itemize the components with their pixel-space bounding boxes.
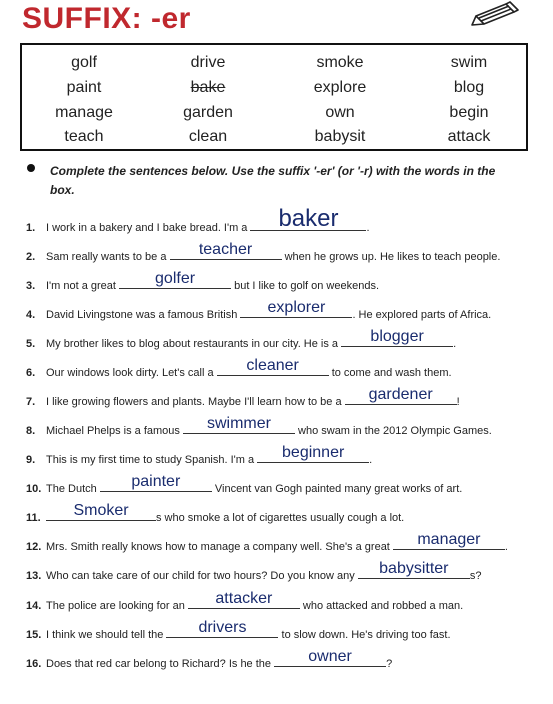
question-text-before: The Dutch bbox=[46, 483, 100, 495]
question-text-before: Does that red car belong to Richard? Is he the bbox=[46, 658, 275, 670]
word-manage: manage bbox=[55, 103, 113, 121]
question-number: 11. bbox=[26, 512, 41, 524]
question-number: 16. bbox=[26, 658, 42, 670]
word-babysit: babysit bbox=[314, 128, 366, 146]
word-own: own bbox=[325, 103, 355, 121]
question-12 bbox=[26, 531, 508, 553]
question-text-before: Who can take care of our child for two hours? Do you know any bbox=[46, 570, 358, 582]
question-text-before: Our windows look dirty. Let's call a bbox=[46, 367, 217, 379]
word-box bbox=[20, 43, 528, 151]
question-text-after: . bbox=[504, 541, 508, 553]
question-text-after: s who smoke a lot of cigarettes usually cough a lot. bbox=[156, 512, 405, 524]
word-bake-crossed-out: bake bbox=[190, 78, 226, 96]
question-text-after: . bbox=[453, 338, 457, 350]
answer-blank[interactable] bbox=[100, 473, 212, 492]
question-text-before: I think we should tell the bbox=[46, 629, 167, 641]
word-blog: blog bbox=[453, 78, 485, 96]
answer-blank[interactable] bbox=[257, 444, 369, 463]
answer-blank[interactable] bbox=[170, 241, 282, 260]
answer-text: golfer bbox=[155, 270, 196, 287]
question-2 bbox=[26, 241, 501, 263]
question-text-before: The police are looking for an bbox=[46, 600, 188, 612]
question-1 bbox=[26, 205, 370, 234]
answer-blank[interactable] bbox=[240, 299, 352, 318]
answer-blank[interactable] bbox=[183, 415, 295, 434]
question-text-after: when he grows up. He likes to teach people. bbox=[281, 251, 501, 263]
question-text-before: David Livingstone was a famous British bbox=[46, 309, 241, 321]
question-text-before: I work in a bakery and I bake bread. I'm a bbox=[46, 222, 251, 234]
answer-text: teacher bbox=[198, 241, 253, 258]
question-8 bbox=[26, 415, 492, 437]
answer-text: explorer bbox=[267, 299, 326, 316]
question-7 bbox=[26, 386, 460, 408]
word-golf: golf bbox=[71, 54, 97, 71]
answer-text: cleaner bbox=[246, 357, 299, 374]
answer-text: manager bbox=[417, 531, 481, 548]
question-text-after: . bbox=[366, 222, 370, 234]
word-attack: attack bbox=[447, 128, 491, 146]
answer-blank[interactable] bbox=[358, 560, 470, 579]
answer-text: baker bbox=[278, 205, 339, 232]
question-16 bbox=[26, 648, 393, 670]
question-number: 7. bbox=[26, 396, 36, 408]
question-number: 1. bbox=[26, 222, 36, 234]
question-number: 3. bbox=[26, 280, 36, 292]
answer-blank[interactable] bbox=[166, 619, 278, 638]
question-text-after: but I like to golf on weekends. bbox=[231, 280, 380, 292]
question-text-after: ! bbox=[456, 396, 460, 408]
question-text-after: s? bbox=[469, 570, 482, 582]
question-number: 9. bbox=[26, 454, 36, 466]
question-number: 2. bbox=[26, 251, 36, 263]
question-text-before: I like growing flowers and plants. Maybe I'll learn how to be a bbox=[46, 396, 345, 408]
answer-text: attacker bbox=[215, 590, 273, 607]
question-text-after: . He explored parts of Africa. bbox=[352, 309, 492, 321]
question-text-after: who swam in the 2012 Olympic Games. bbox=[294, 425, 492, 437]
question-number: 6. bbox=[26, 367, 36, 379]
question-number: 10. bbox=[26, 483, 42, 495]
instructions: Complete the sentences below. Use the suffix '-er' (or '-r) with the words in the box. bbox=[50, 164, 496, 197]
answer-blank[interactable] bbox=[345, 386, 457, 405]
word-teach: teach bbox=[64, 128, 104, 146]
word-garden: garden bbox=[183, 103, 233, 121]
question-text-after: to slow down. He's driving too fast. bbox=[278, 629, 451, 641]
word-smoke: smoke bbox=[316, 54, 364, 71]
question-number: 8. bbox=[26, 425, 36, 437]
answer-text: swimmer bbox=[206, 415, 271, 432]
answer-blank[interactable] bbox=[217, 357, 329, 376]
answer-text: gardener bbox=[368, 386, 433, 403]
word-begin: begin bbox=[449, 103, 489, 121]
answer-blank[interactable] bbox=[119, 270, 231, 289]
question-number: 4. bbox=[26, 309, 36, 321]
question-text-before: Michael Phelps is a famous bbox=[46, 425, 183, 437]
question-text-after: Vincent van Gogh painted many great works of art. bbox=[211, 483, 463, 495]
answer-text: Smoker bbox=[73, 502, 129, 519]
answer-blank[interactable] bbox=[46, 502, 156, 521]
answer-text: painter bbox=[131, 473, 181, 490]
question-text-after: . bbox=[369, 454, 373, 466]
word-explore: explore bbox=[313, 78, 367, 96]
bullet-icon bbox=[27, 164, 35, 172]
word-swim: swim bbox=[450, 54, 488, 71]
answer-text: babysitter bbox=[379, 560, 449, 577]
word-clean: clean bbox=[188, 128, 228, 146]
word-drive: drive bbox=[190, 54, 226, 71]
question-4 bbox=[26, 299, 492, 321]
question-number: 12. bbox=[26, 541, 42, 553]
answer-text: beginner bbox=[282, 444, 345, 461]
answer-text: drivers bbox=[198, 619, 247, 636]
answer-text: owner bbox=[308, 648, 352, 665]
answer-text: blogger bbox=[370, 328, 424, 345]
question-text-before: I'm not a great bbox=[46, 280, 120, 292]
question-number: 5. bbox=[26, 338, 36, 350]
question-14 bbox=[26, 590, 464, 612]
question-text-after: ? bbox=[386, 658, 393, 670]
answer-blank[interactable] bbox=[393, 531, 505, 550]
question-text-before: My brother likes to blog about restaurants in our city. He is a bbox=[46, 338, 342, 350]
question-3 bbox=[26, 270, 380, 292]
pencil-icon bbox=[470, 0, 524, 26]
question-text-before: Mrs. Smith really knows how to manage a company well. She's a great bbox=[46, 541, 393, 553]
question-text-after: who attacked and robbed a man. bbox=[299, 600, 464, 612]
question-11 bbox=[26, 502, 405, 524]
question-15 bbox=[26, 619, 451, 641]
question-text-before: Sam really wants to be a bbox=[46, 251, 170, 263]
answer-blank[interactable] bbox=[188, 590, 300, 609]
word-grid bbox=[22, 51, 526, 150]
answer-blank[interactable] bbox=[250, 205, 366, 232]
answer-blank[interactable] bbox=[341, 328, 453, 347]
worksheet-title: SUFFIX: -er bbox=[22, 2, 191, 35]
answer-blank[interactable] bbox=[274, 648, 386, 667]
question-text-after: to come and wash them. bbox=[328, 367, 452, 379]
word-paint: paint bbox=[66, 78, 102, 96]
question-13 bbox=[26, 560, 482, 582]
question-number: 14. bbox=[26, 600, 42, 612]
question-9 bbox=[26, 444, 373, 466]
question-text-before: This is my first time to study Spanish. I'm a bbox=[46, 454, 258, 466]
question-number: 15. bbox=[26, 629, 42, 641]
question-5 bbox=[26, 328, 457, 350]
question-10 bbox=[26, 473, 463, 495]
question-6 bbox=[26, 357, 452, 379]
question-number: 13. bbox=[26, 570, 42, 582]
